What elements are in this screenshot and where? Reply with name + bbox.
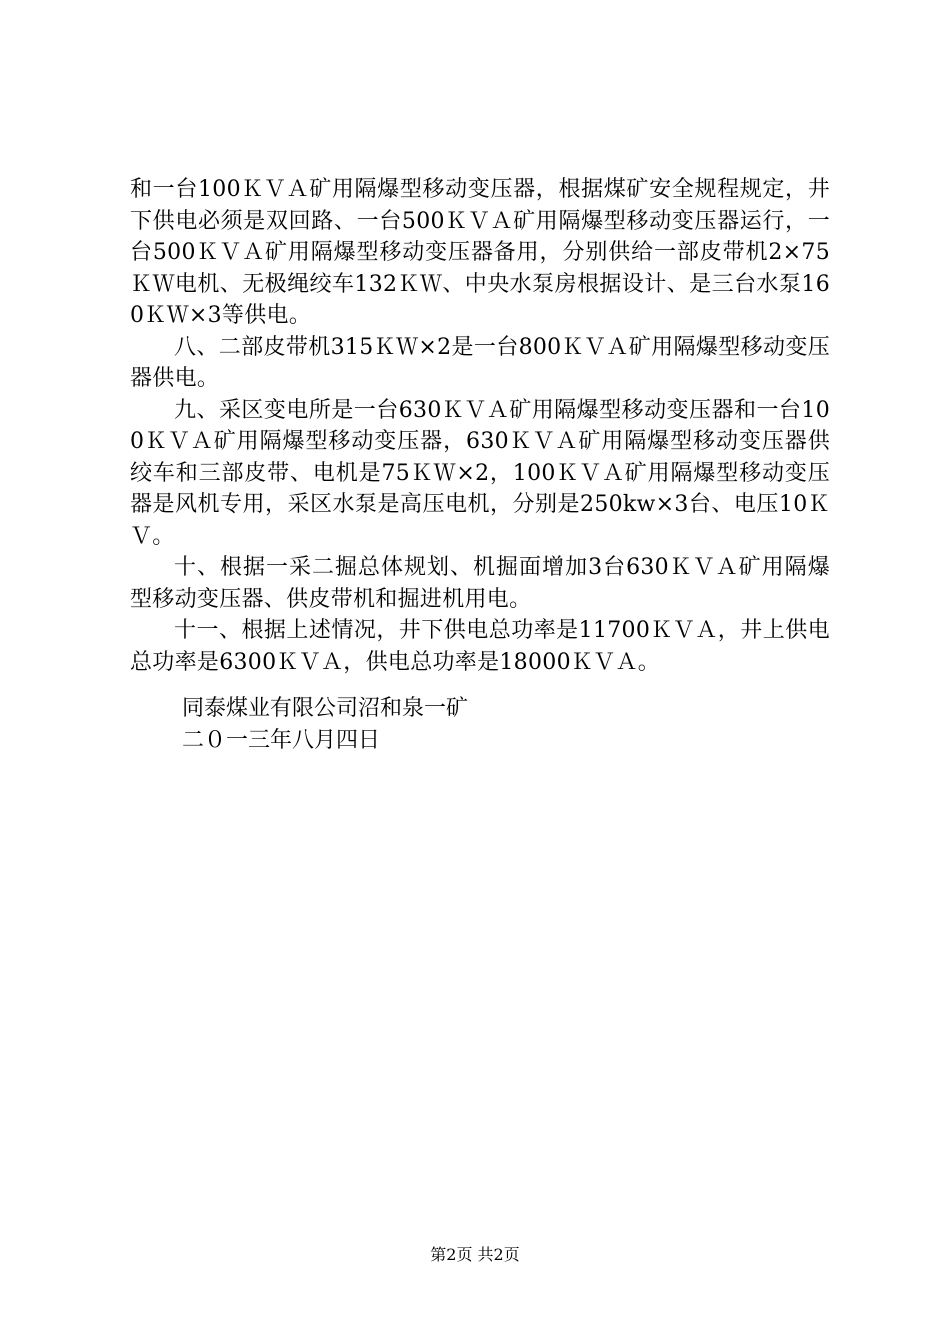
- document-body: [130, 174, 830, 678]
- paragraph-item-10: 十、根据一采二掘总体规划、机掘面增加3台630ＫＶＡ矿用隔爆型移动变压器、供皮带机和掘进机用电。: [130, 555, 830, 612]
- signature-organization: 同泰煤业有限公司沼和泉一矿: [182, 696, 469, 721]
- page-footer: [0, 1244, 950, 1266]
- signature-date: 二０一三年八月四日: [182, 728, 381, 753]
- page-number: 第2页 共2页: [430, 1245, 520, 1264]
- signature-block: [182, 693, 782, 757]
- paragraph-continuation: 和一台100ＫＶＡ矿用隔爆型移动变压器，根据煤矿安全规程规定，井下供电必须是双回路、一台500ＫＶＡ矿用隔爆型移动变压器运行，一台500ＫＶＡ矿用隔爆型移动变压器备用，分别供给一部皮带机2×75ＫＷ电机、无极绳绞车132ＫＷ、中央水泵房根据设计、是三台水泵160ＫＷ×3等供电。: [130, 177, 830, 328]
- paragraph-item-8: 八、二部皮带机315ＫＷ×2是一台800ＫＶＡ矿用隔爆型移动变压器供电。: [130, 334, 830, 391]
- paragraph-item-9: 九、采区变电所是一台630ＫＶＡ矿用隔爆型移动变压器和一台100ＫＶＡ矿用隔爆型移动变压器，630ＫＶＡ矿用隔爆型移动变压器供绞车和三部皮带、电机是75ＫＷ×2，100ＫＶＡ矿用隔爆型移动变压器是风机专用，采区水泵是高压电机，分别是250kw×3台、电压10ＫＶ。: [130, 397, 830, 549]
- paragraph-item-11: 十一、根据上述情况，井下供电总功率是11700ＫＶＡ，井上供电总功率是6300ＫＶＡ，供电总功率是18000ＫＶＡ。: [130, 618, 830, 675]
